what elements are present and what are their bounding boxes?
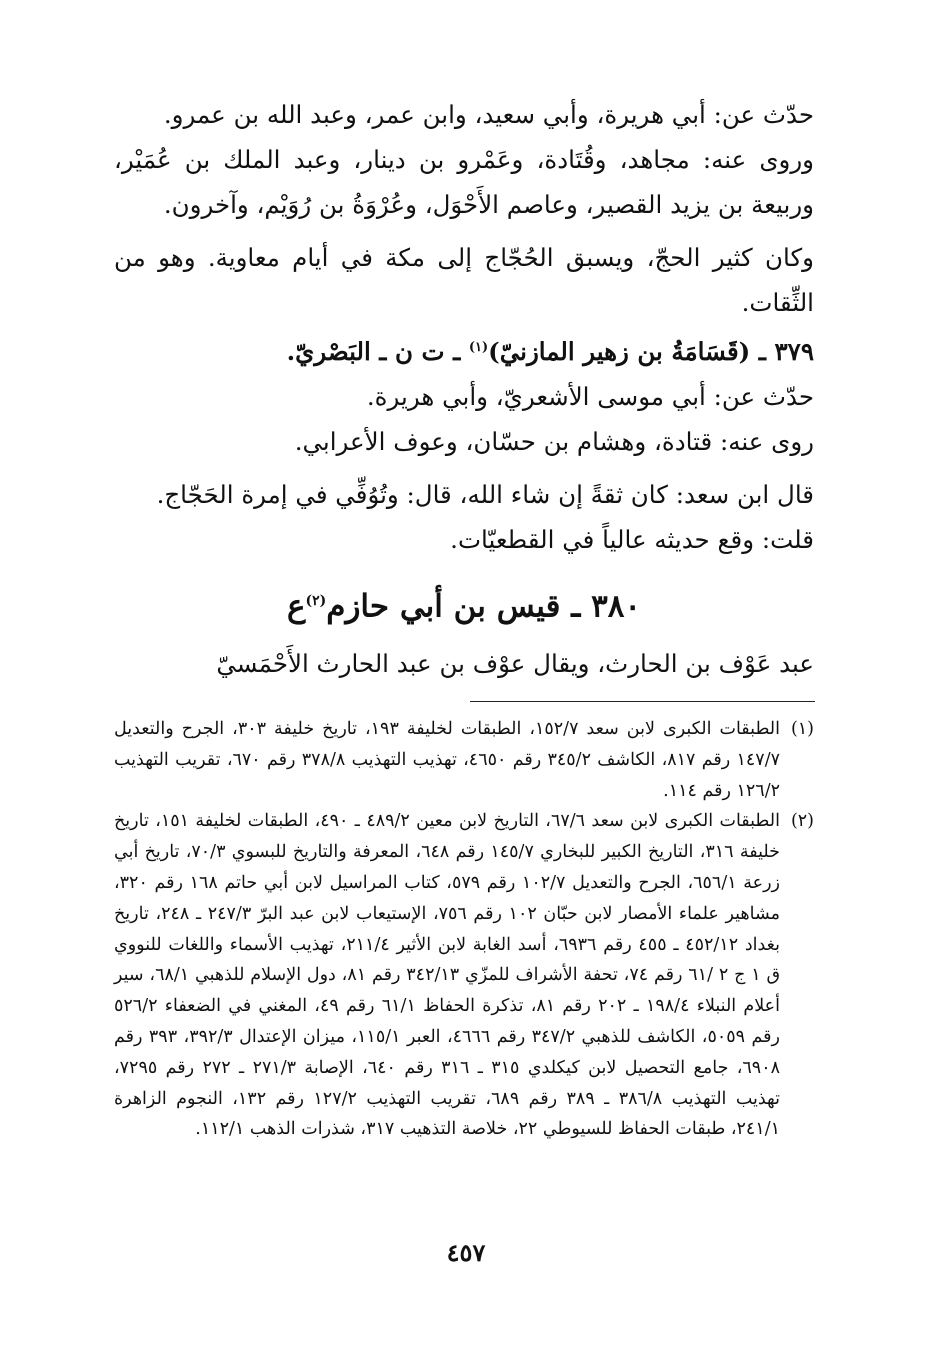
entry-380-line: عبد عَوْف بن الحارث، ويقال عوْف بن عبد الحارث الأَحْمَسيّ <box>216 649 814 679</box>
footnote-separator <box>470 701 815 702</box>
entry-380-title <box>114 572 814 635</box>
footnote-ref-1: (١) <box>468 340 489 355</box>
paragraph-teachers: حدّث عن: أبي هريرة، وأبي سعيد، وابن عمر، وعبد الله بن عمرو. <box>163 100 814 129</box>
footnote-2 <box>114 806 814 1145</box>
entry-379-name: ٣٧٩ ـ (قَسَامَةُ بن زهير المازنيّ) <box>488 337 814 367</box>
footnote-2-text: الطبقات الكبرى لابن سعد ٦٧/٦، التاريخ لابن معين ٤٨٩/٢ ـ ٤٩٠، الطبقات لخليفة ١٥١، تاريخ خليفة ٣١٦، التاريخ الكبير للبخاري ١٤٥/٧ رقم ٦٤٨، المعرفة والتاريخ للبسوي ٧٠/٣، تاريخ أبي زرعة ٦٥٦/١، الجرح والتعديل ١٠٢/٧ رقم ٥٧٩، كتاب المراسيل لابن أبي حاتم ١٦٨ رقم ٣٢٠، مشاهير علماء الأمصار لابن حبّان ١٠٢ رقم ٧٥٦، الإستيعاب لابن عبد البرّ ٢٤٧/٣ ـ ٢٤٨، تاريخ بغداد ٤٥٢/١٢ ـ ٤٥٥ رقم ٦٩٣٦، أسد الغابة لابن الأثير ٢١١/٤، تهذيب الأسماء واللغات للنووي ق ١ ج ٢ /٦١ رقم ٧٤، تحفة الأشراف للمزّي ٣٤٢/١٣ رقم ٨١، دول الإسلام للذهبي ٦٨/١، سير أعلام النبلاء ١٩٨/٤ ـ ٢٠٢ رقم ٨١، تذكرة الحفاظ ٦١/١ رقم ٤٩، المغني في الضعفاء ٥٢٦/٢ رقم ٥٠٥٩، الكاشف للذهبي ٣٤٧/٢ رقم ٤٦٦٦، العبر ١١٥/١، ميزان الإعتدال ٣٩٢/٣، ٣٩٣ رقم ٦٩٠٨، جامع التحصيل لابن كيكلدي ٣١٥ ـ ٣١٦ رقم ٦٤٠، الإصابة ٢٧١/٣ ـ ٢٧٢ رقم ٧٢٩٥، تهذيب التهذيب ٣٨٦/٨ ـ ٣٨٩ رقم ٦٨٩، تقريب التهذيب ١٢٧/٢ رقم ١٣٢، النجوم الزاهرة ٢٤١/١، طبقات الحفاظ للسيوطي ٢٢، خلاصة التذهيب ٣١٧، شذرات الذهب ١١٢/١. <box>114 811 781 1140</box>
main-text <box>114 92 814 686</box>
entry-380-name: ٣٨٠ ـ قيس بن أبي حازم <box>326 588 642 625</box>
entry-379-teachers: حدّث عن: أبي موسى الأشعريّ، وأبي هريرة. <box>366 382 814 412</box>
footnotes <box>114 714 814 1145</box>
entry-379-note: قلت: وقع حديثه عالياً في القطعيّات. <box>450 525 814 555</box>
footnote-1-text: الطبقات الكبرى لابن سعد ١٥٢/٧، الطبقات لخليفة ١٩٣، تاريخ خليفة ٣٠٣، الجرح والتعديل ١٤٧/٧ رقم ٨١٧، الكاشف ٣٤٥/٢ رقم ٤٦٥٠، تهذيب التهذيب ٣٧٨/٨ رقم ٦٧٠، تقريب التهذيب ١٢٦/٢ رقم ١١٤. <box>114 719 780 801</box>
paragraph-biography: وكان كثير الحجّ، ويسبق الحُجّاج إلى مكة في أيام معاوية. وهو من الثِّقات. <box>114 243 814 317</box>
entry-379-tail: ـ ت ن ـ البَصْريّ. <box>286 337 469 367</box>
entry-379-narrators: روى عنه: قتادة، وهشام بن حسّان، وعوف الأعرابي. <box>294 427 814 457</box>
footnote-1 <box>114 714 814 806</box>
footnote-2-number: (٢) <box>790 811 814 832</box>
entry-380-suffix: ع <box>286 588 306 625</box>
page-number: ٤٥٧ <box>446 1238 486 1267</box>
paragraph-narrators: وروى عنه: مجاهد، وقُتَادة، وعَمْرو بن دينار، وعبد الملك بن عُمَيْر، وربيعة بن يزيد القصير، وعاصم الأَحْوَل، وعُرْوَةُ بن رُوَيْم، وآخرون. <box>114 145 814 219</box>
entry-379-heading <box>114 325 814 374</box>
footnote-ref-2: (٢) <box>305 593 327 610</box>
entry-379-ibn-saad: قال ابن سعد: كان ثقةً إن شاء الله، قال: وتُوُفِّي في إمرة الحَجّاج. <box>156 480 814 510</box>
footnote-1-number: (١) <box>790 719 814 739</box>
